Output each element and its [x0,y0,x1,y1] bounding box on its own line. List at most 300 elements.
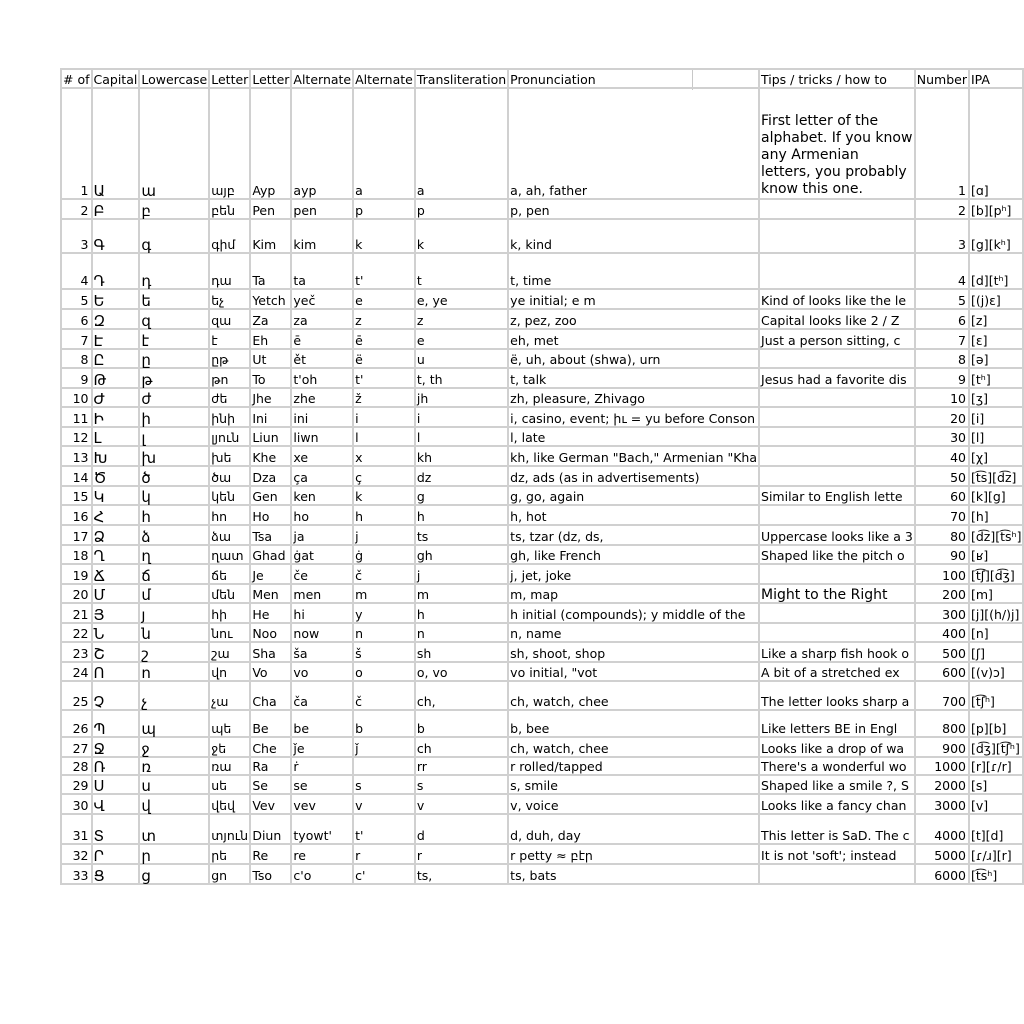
table-cell[interactable]: [v] [969,794,1023,814]
table-cell[interactable]: ch [415,737,508,757]
table-cell[interactable]: Խ [92,446,140,466]
table-cell[interactable]: զ [139,309,209,329]
table-cell[interactable]: [t͡sʰ] [969,864,1023,884]
header-cell[interactable]: Transliteration [415,69,508,88]
table-cell[interactable]: մ [139,584,209,603]
table-cell[interactable]: հո [209,505,250,525]
table-cell[interactable]: 29 [61,775,92,794]
table-cell[interactable]: [ɑ] [969,88,1023,199]
table-cell[interactable]: Je [250,564,291,584]
table-cell[interactable]: 400 [915,623,969,642]
table-cell[interactable]: 21 [61,603,92,623]
table-cell[interactable]: [ʁ] [969,545,1023,564]
table-cell[interactable]: ճ [139,564,209,584]
table-cell[interactable]: ça [291,466,353,486]
table-cell[interactable]: [χ] [969,446,1023,466]
table-cell[interactable]: [h] [969,505,1023,525]
table-cell[interactable]: [ɾ/ɹ][r] [969,844,1023,864]
table-cell[interactable]: 1 [915,88,969,199]
table-cell[interactable]: t' [353,253,415,289]
table-cell[interactable]: p, pen [508,199,759,219]
table-cell[interactable]: 25 [61,681,92,710]
table-cell[interactable]: Ճ [92,564,140,584]
table-cell[interactable]: l [353,427,415,446]
table-cell[interactable]: 3 [915,219,969,253]
table-cell[interactable]: 40 [915,446,969,466]
table-cell[interactable]: i [415,407,508,427]
table-cell[interactable]: Che [250,737,291,757]
table-cell[interactable]: 30 [915,427,969,446]
table-cell[interactable]: Զ [92,309,140,329]
table-cell[interactable]: [s] [969,775,1023,794]
table-cell[interactable]: b, bee [508,710,759,737]
table-cell[interactable]: ǰ [353,737,415,757]
table-cell[interactable]: ts, tzar (dz, ds, [508,525,759,545]
table-cell[interactable]: կեն [209,486,250,505]
table-cell[interactable]: Vo [250,662,291,681]
table-cell[interactable]: r rolled/tapped [508,757,759,775]
table-cell[interactable]: e [415,329,508,349]
table-cell[interactable]: ts, [415,864,508,884]
table-cell[interactable]: 10 [915,388,969,407]
table-cell[interactable]: Kind of looks like the le [759,289,915,309]
table-cell[interactable]: 8 [915,349,969,368]
table-cell[interactable]: ծա [209,466,250,486]
table-cell[interactable] [759,505,915,525]
table-cell[interactable]: ղ [139,545,209,564]
table-cell[interactable]: Ե [92,289,140,309]
table-cell[interactable]: v [415,794,508,814]
table-cell[interactable]: Ն [92,623,140,642]
header-cell[interactable]: Lowercase [139,69,209,88]
table-cell[interactable]: ye initial; e m [508,289,759,309]
table-cell[interactable]: z [353,309,415,329]
table-cell[interactable]: n [353,623,415,642]
table-cell[interactable]: 11 [61,407,92,427]
table-cell[interactable]: պ [139,710,209,737]
table-cell[interactable]: 500 [915,642,969,662]
table-cell[interactable] [759,199,915,219]
table-cell[interactable]: eh, met [508,329,759,349]
table-cell[interactable]: p [353,199,415,219]
table-cell[interactable]: [t͡ʃʰ] [969,681,1023,710]
table-cell[interactable]: xe [291,446,353,466]
table-cell[interactable]: 800 [915,710,969,737]
table-cell[interactable] [759,219,915,253]
table-cell[interactable]: 28 [61,757,92,775]
table-cell[interactable]: v, voice [508,794,759,814]
table-cell[interactable]: 24 [61,662,92,681]
table-cell[interactable]: now [291,623,353,642]
table-cell[interactable]: pen [291,199,353,219]
table-cell[interactable]: նու [209,623,250,642]
table-cell[interactable]: ç [353,466,415,486]
table-cell[interactable]: 5000 [915,844,969,864]
table-cell[interactable]: Khe [250,446,291,466]
table-cell[interactable]: տ [139,814,209,844]
table-cell[interactable]: [z] [969,309,1023,329]
table-cell[interactable]: բեն [209,199,250,219]
table-cell[interactable]: խե [209,446,250,466]
table-cell[interactable]: չա [209,681,250,710]
table-cell[interactable]: č [353,681,415,710]
table-cell[interactable]: 20 [61,584,92,603]
table-cell[interactable]: 700 [915,681,969,710]
table-cell[interactable]: v [353,794,415,814]
table-cell[interactable]: Ta [250,253,291,289]
table-cell[interactable]: a [353,88,415,199]
table-cell[interactable]: ch, watch, chee [508,681,759,710]
table-cell[interactable]: վեվ [209,794,250,814]
table-cell[interactable]: գ [139,219,209,253]
table-cell[interactable]: se [291,775,353,794]
table-cell[interactable]: պե [209,710,250,737]
table-cell[interactable]: 2 [915,199,969,219]
table-cell[interactable]: ayp [291,88,353,199]
table-cell[interactable]: 13 [61,446,92,466]
table-cell[interactable]: 80 [915,525,969,545]
table-cell[interactable]: շա [209,642,250,662]
table-cell[interactable]: 300 [915,603,969,623]
table-cell[interactable]: 31 [61,814,92,844]
table-cell[interactable]: 33 [61,864,92,884]
table-cell[interactable]: Պ [92,710,140,737]
table-cell[interactable]: ջե [209,737,250,757]
table-cell[interactable]: [i] [969,407,1023,427]
table-cell[interactable]: t'oh [291,368,353,388]
table-cell[interactable]: z [415,309,508,329]
table-cell[interactable]: sh, shoot, shop [508,642,759,662]
table-cell[interactable]: 8 [61,349,92,368]
table-cell[interactable]: a, ah, father [508,88,759,199]
table-cell[interactable]: z, pez, zoo [508,309,759,329]
table-cell[interactable]: m, map [508,584,759,603]
table-cell[interactable]: 100 [915,564,969,584]
table-cell[interactable]: vo [291,662,353,681]
table-cell[interactable]: zh, pleasure, Zhivago [508,388,759,407]
table-cell[interactable]: s [415,775,508,794]
table-cell[interactable]: Բ [92,199,140,219]
table-cell[interactable]: ë [353,349,415,368]
table-cell[interactable]: g [415,486,508,505]
header-cell[interactable]: Tips / tricks / how to [759,69,915,88]
table-cell[interactable]: Dza [250,466,291,486]
table-cell[interactable]: ts [415,525,508,545]
table-cell[interactable]: p [415,199,508,219]
table-cell[interactable]: խ [139,446,209,466]
header-cell[interactable]: Number [915,69,969,88]
table-cell[interactable] [759,466,915,486]
table-cell[interactable]: j [415,564,508,584]
table-cell[interactable]: e, ye [415,289,508,309]
table-cell[interactable]: զա [209,309,250,329]
table-cell[interactable]: Cha [250,681,291,710]
table-cell[interactable]: 32 [61,844,92,864]
table-cell[interactable]: k [353,486,415,505]
table-cell[interactable]: n, name [508,623,759,642]
table-cell[interactable]: Ա [92,88,140,199]
table-cell[interactable]: ġat [291,545,353,564]
table-cell[interactable]: Ջ [92,737,140,757]
table-cell[interactable]: h [353,505,415,525]
table-cell[interactable]: Gen [250,486,291,505]
table-cell[interactable]: ch, [415,681,508,710]
table-cell[interactable]: 200 [915,584,969,603]
table-cell[interactable]: b [353,710,415,737]
table-cell[interactable]: ի [139,407,209,427]
table-cell[interactable] [353,757,415,775]
table-cell[interactable]: kh [415,446,508,466]
table-cell[interactable]: ր [139,844,209,864]
table-cell[interactable]: Jhe [250,388,291,407]
table-cell[interactable]: ǰe [291,737,353,757]
table-cell[interactable]: tyowt' [291,814,353,844]
table-cell[interactable]: 30 [61,794,92,814]
table-cell[interactable]: շ [139,642,209,662]
table-cell[interactable]: dz [415,466,508,486]
table-cell[interactable]: Ayp [250,88,291,199]
table-cell[interactable]: Շ [92,642,140,662]
table-cell[interactable]: Re [250,844,291,864]
table-cell[interactable]: 70 [915,505,969,525]
table-cell[interactable]: ta [291,253,353,289]
table-cell[interactable]: rr [415,757,508,775]
table-cell[interactable]: 16 [61,505,92,525]
table-cell[interactable]: vo initial, "vot [508,662,759,681]
table-cell[interactable]: [(v)ɔ] [969,662,1023,681]
header-cell[interactable]: Alternate [353,69,415,88]
table-cell[interactable]: ini [291,407,353,427]
table-cell[interactable]: x [353,446,415,466]
table-cell[interactable]: 9 [61,368,92,388]
table-cell[interactable]: վո [209,662,250,681]
table-cell[interactable]: Ս [92,775,140,794]
table-cell[interactable]: է [209,329,250,349]
table-cell[interactable]: թ [139,368,209,388]
table-cell[interactable]: լյուն [209,427,250,446]
table-cell[interactable]: ծ [139,466,209,486]
table-cell[interactable]: ṙ [291,757,353,775]
table-cell[interactable]: gh [415,545,508,564]
table-cell[interactable]: Vev [250,794,291,814]
header-cell[interactable]: Letter [209,69,250,88]
table-cell[interactable]: š [353,642,415,662]
header-cell[interactable]: IPA [969,69,1023,88]
table-cell[interactable]: ժ [139,388,209,407]
table-cell[interactable]: Գ [92,219,140,253]
table-cell[interactable]: [b][pʰ] [969,199,1023,219]
table-cell[interactable]: Be [250,710,291,737]
table-cell[interactable]: 26 [61,710,92,737]
table-cell[interactable]: He [250,603,291,623]
table-cell[interactable]: 6 [915,309,969,329]
table-cell[interactable]: դ [139,253,209,289]
table-cell[interactable]: ջ [139,737,209,757]
table-cell[interactable]: n [415,623,508,642]
table-cell[interactable]: ho [291,505,353,525]
table-cell[interactable]: Տ [92,814,140,844]
table-cell[interactable]: j [353,525,415,545]
table-cell[interactable]: Eh [250,329,291,349]
table-cell[interactable]: r petty ≈ բէր [508,844,759,864]
table-cell[interactable]: Similar to English lette [759,486,915,505]
table-cell[interactable]: c'o [291,864,353,884]
table-cell[interactable]: տյուն [209,814,250,844]
table-cell[interactable]: [ə] [969,349,1023,368]
table-cell[interactable]: o, vo [415,662,508,681]
table-cell[interactable]: Tsa [250,525,291,545]
table-cell[interactable]: 3000 [915,794,969,814]
table-cell[interactable]: 3 [61,219,92,253]
table-cell[interactable]: u [415,349,508,368]
table-cell[interactable]: [k][g] [969,486,1023,505]
table-cell[interactable]: kim [291,219,353,253]
table-cell[interactable]: Se [250,775,291,794]
table-cell[interactable]: j, jet, joke [508,564,759,584]
table-cell[interactable]: ղատ [209,545,250,564]
table-cell[interactable]: [tʰ] [969,368,1023,388]
table-cell[interactable]: չ [139,681,209,710]
table-cell[interactable]: i, casino, event; իւ = yu before Conson [508,407,759,427]
table-cell[interactable]: Noo [250,623,291,642]
table-cell[interactable]: եչ [209,289,250,309]
table-cell[interactable] [759,388,915,407]
table-cell[interactable]: Looks like a fancy chan [759,794,915,814]
table-cell[interactable]: այբ [209,88,250,199]
table-cell[interactable]: Յ [92,603,140,623]
header-cell[interactable]: # of [61,69,92,88]
table-cell[interactable]: 27 [61,737,92,757]
table-cell[interactable]: There's a wonderful wo [759,757,915,775]
table-cell[interactable]: Ց [92,864,140,884]
table-cell[interactable]: հի [209,603,250,623]
table-cell[interactable]: t [415,253,508,289]
table-cell[interactable]: [d͡ʒ][t͡ʃʰ] [969,737,1023,757]
table-cell[interactable]: Ծ [92,466,140,486]
table-cell[interactable]: dz, ads (as in advertisements) [508,466,759,486]
table-cell[interactable]: sh [415,642,508,662]
table-cell[interactable]: 22 [61,623,92,642]
table-cell[interactable]: Ghad [250,545,291,564]
table-cell[interactable]: ձա [209,525,250,545]
table-cell[interactable]: This letter is SaD. The c [759,814,915,844]
table-cell[interactable]: 15 [61,486,92,505]
header-cell[interactable]: Capital [92,69,140,88]
table-cell[interactable]: 4 [61,253,92,289]
table-cell[interactable]: ինի [209,407,250,427]
table-cell[interactable]: կ [139,486,209,505]
table-cell[interactable]: 4000 [915,814,969,844]
table-cell[interactable]: kh, like German "Bach," Armenian "Kha [508,446,759,466]
table-cell[interactable]: 14 [61,466,92,486]
table-cell[interactable]: 90 [915,545,969,564]
table-cell[interactable]: t' [353,368,415,388]
table-cell[interactable]: Shaped like a smile ?, S [759,775,915,794]
table-cell[interactable]: Tso [250,864,291,884]
table-cell[interactable]: yeč [291,289,353,309]
table-cell[interactable]: 2 [61,199,92,219]
table-cell[interactable]: ռա [209,757,250,775]
table-cell[interactable]: k [415,219,508,253]
table-cell[interactable]: s, smile [508,775,759,794]
table-cell[interactable]: [t͡ʃ][d͡ʒ] [969,564,1023,584]
table-cell[interactable]: [g][kʰ] [969,219,1023,253]
table-cell[interactable]: h [415,603,508,623]
table-cell[interactable]: ken [291,486,353,505]
table-cell[interactable]: մեն [209,584,250,603]
table-cell[interactable]: ë, uh, about (shwa), urn [508,349,759,368]
table-cell[interactable] [759,253,915,289]
table-cell[interactable]: րե [209,844,250,864]
table-cell[interactable]: Za [250,309,291,329]
table-cell[interactable]: Kim [250,219,291,253]
table-cell[interactable]: h, hot [508,505,759,525]
table-cell[interactable]: s [353,775,415,794]
table-cell[interactable]: գիմ [209,219,250,253]
table-cell[interactable]: սե [209,775,250,794]
table-cell[interactable]: ē [353,329,415,349]
table-cell[interactable]: ē [291,329,353,349]
table-cell[interactable]: լ [139,427,209,446]
table-cell[interactable]: վ [139,794,209,814]
table-cell[interactable]: r [353,844,415,864]
table-cell[interactable] [759,623,915,642]
table-cell[interactable]: [ʒ] [969,388,1023,407]
table-cell[interactable]: e [353,289,415,309]
header-cell[interactable]: Pronunciation [508,69,759,88]
table-cell[interactable]: թո [209,368,250,388]
table-cell[interactable]: t, th [415,368,508,388]
table-cell[interactable]: ա [139,88,209,199]
table-cell[interactable]: i [353,407,415,427]
table-cell[interactable]: ե [139,289,209,309]
table-cell[interactable]: l [415,427,508,446]
table-cell[interactable]: Pen [250,199,291,219]
table-cell[interactable]: vev [291,794,353,814]
table-cell[interactable] [759,349,915,368]
table-cell[interactable]: 6 [61,309,92,329]
table-cell[interactable]: հ [139,505,209,525]
table-cell[interactable] [759,427,915,446]
table-cell[interactable]: [ɛ] [969,329,1023,349]
table-cell[interactable]: gh, like French [508,545,759,564]
table-cell[interactable]: č [353,564,415,584]
table-cell[interactable]: k, kind [508,219,759,253]
table-cell[interactable]: 18 [61,545,92,564]
table-cell[interactable]: First letter of the alphabet. If you know any Armenian letters, you probably know this one. [759,88,915,199]
table-cell[interactable]: Like a sharp fish hook o [759,642,915,662]
table-cell[interactable]: zhe [291,388,353,407]
table-cell[interactable]: [t͡s][d͡z] [969,466,1023,486]
table-cell[interactable]: ժե [209,388,250,407]
table-cell[interactable]: Like letters BE in Engl [759,710,915,737]
table-cell[interactable] [759,407,915,427]
table-cell[interactable] [759,446,915,466]
table-cell[interactable]: c' [353,864,415,884]
table-cell[interactable]: [ʃ] [969,642,1023,662]
table-cell[interactable]: 600 [915,662,969,681]
table-cell[interactable]: [(j)ɛ] [969,289,1023,309]
table-cell[interactable]: ո [139,662,209,681]
table-cell[interactable]: Diun [250,814,291,844]
table-cell[interactable]: 12 [61,427,92,446]
table-cell[interactable] [759,603,915,623]
table-cell[interactable]: g, go, again [508,486,759,505]
table-cell[interactable]: Լ [92,427,140,446]
table-cell[interactable]: ցո [209,864,250,884]
table-cell[interactable]: 6000 [915,864,969,884]
table-cell[interactable] [759,564,915,584]
